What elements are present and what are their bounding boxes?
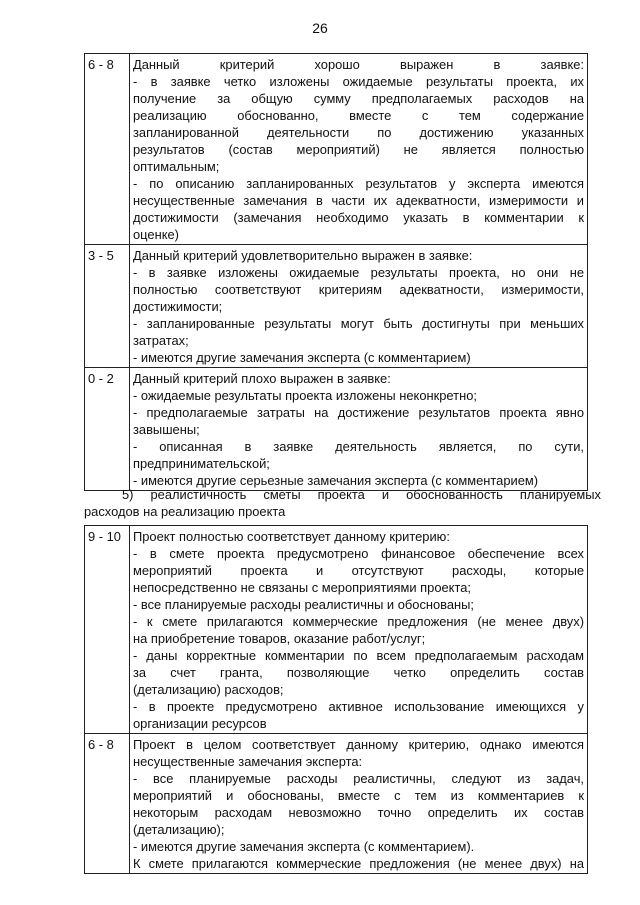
table-row bbox=[85, 54, 588, 245]
text-line: реализацию обоснованно, вместе с тем содержание bbox=[133, 108, 584, 123]
text-line: за счет гранта, позволяющие четко определить состав bbox=[133, 665, 584, 680]
text-line: (детализацию) расходов; bbox=[133, 682, 284, 697]
text-line: полностью соответствуют критериям адекватности, измеримости, bbox=[133, 282, 584, 297]
text-line: - все планируемые расходы реалистичны и обоснованы; bbox=[133, 597, 475, 612]
text-line: Проект полностью соответствует данному критерию: bbox=[133, 529, 450, 544]
description-cell bbox=[130, 54, 588, 245]
text-line: Данный критерий хорошо выражен в заявке: bbox=[133, 57, 584, 72]
section-heading-line: 5) реалистичность сметы проекта и обоснованность планируемых bbox=[122, 487, 601, 502]
criteria-table-results bbox=[84, 53, 588, 491]
description-cell bbox=[130, 368, 588, 491]
text-line: несущественные замечания в части их адекватности, измеримости и bbox=[133, 193, 584, 208]
text-line: Данный критерий плохо выражен в заявке: bbox=[133, 371, 391, 386]
text-line: Данный критерий удовлетворительно выражен в заявке: bbox=[133, 248, 473, 263]
text-line: - описанная в заявке деятельность является, по сути, bbox=[133, 439, 584, 454]
text-line: достижимости; bbox=[133, 299, 223, 314]
text-line: - по описанию запланированных результатов у эксперта имеются bbox=[133, 176, 584, 191]
section-heading-line: расходов на реализацию проекта bbox=[84, 504, 286, 519]
text-line: результатов (состав мероприятий) не является полностью bbox=[133, 142, 584, 157]
text-line: - в заявке четко изложены ожидаемые результаты проекта, их bbox=[133, 74, 584, 89]
text-line: непосредственно не связаны с мероприятиями проекта; bbox=[133, 580, 471, 595]
text-line: организации ресурсов bbox=[133, 716, 267, 731]
score-cell: 6 - 8 bbox=[85, 54, 130, 245]
text-line: достижимости (замечания необходимо указать в комментарии к bbox=[133, 210, 584, 225]
description-cell bbox=[130, 526, 588, 734]
text-line: - запланированные результаты могут быть достигнуты при меньших bbox=[133, 316, 584, 331]
table-row bbox=[85, 245, 588, 368]
text-line: на приобретение товаров, оказание работ/услуг; bbox=[133, 631, 426, 646]
text-line: некоторым расходам невозможно точно определить их состав bbox=[133, 805, 584, 820]
score-cell: 9 - 10 bbox=[85, 526, 130, 734]
score-cell: 3 - 5 bbox=[85, 245, 130, 368]
text-line: несущественные замечания эксперта: bbox=[133, 754, 363, 769]
text-line: - в проекте предусмотрено активное использование имеющихся у bbox=[133, 699, 584, 714]
text-line: запланированной деятельности по достижению указанных bbox=[133, 125, 584, 140]
page-number: 26 bbox=[312, 20, 328, 36]
text-line: - ожидаемые результаты проекта изложены неконкретно; bbox=[133, 388, 477, 403]
description-cell bbox=[130, 734, 588, 874]
text-line: оценке) bbox=[133, 227, 179, 242]
text-line: - предполагаемые затраты на достижение результатов проекта явно bbox=[133, 405, 584, 420]
text-line: Проект в целом соответствует данному критерию, однако имеются bbox=[133, 737, 584, 752]
text-line: - в смете проекта предусмотрено финансовое обеспечение всех bbox=[133, 546, 584, 561]
text-line: - все планируемые расходы реалистичны, следуют из задач, bbox=[133, 771, 584, 786]
text-line: получение за общую сумму предполагаемых расходов на bbox=[133, 91, 584, 106]
criteria-table-budget bbox=[84, 525, 588, 874]
text-line: предпринимательской; bbox=[133, 456, 270, 471]
text-line: - в заявке изложены ожидаемые результаты проекта, но они не bbox=[133, 265, 584, 280]
text-line: - имеются другие серьезные замечания эксперта (с комментарием) bbox=[133, 473, 539, 488]
section-heading bbox=[84, 486, 601, 520]
table-row bbox=[85, 734, 588, 874]
description-cell bbox=[130, 245, 588, 368]
text-line: мероприятий проекта и отсутствуют расходы, которые bbox=[133, 563, 584, 578]
text-line: затратах; bbox=[133, 333, 189, 348]
text-line: К смете прилагаются коммерческие предложения (не менее двух) на bbox=[133, 856, 584, 871]
score-cell: 0 - 2 bbox=[85, 368, 130, 491]
table-row bbox=[85, 368, 588, 491]
text-line: - к смете прилагаются коммерческие предложения (не менее двух) bbox=[133, 614, 584, 629]
text-line: - имеются другие замечания эксперта (с комментарием) bbox=[133, 350, 471, 365]
score-cell: 6 - 8 bbox=[85, 734, 130, 874]
text-line: мероприятий и обоснованы, вместе с тем из комментариев к bbox=[133, 788, 584, 803]
text-line: оптимальным; bbox=[133, 159, 220, 174]
text-line: - имеются другие замечания эксперта (с комментарием). bbox=[133, 839, 475, 854]
text-line: - даны корректные комментарии по всем предполагаемым расходам bbox=[133, 648, 584, 663]
text-line: завышены; bbox=[133, 422, 200, 437]
table-row bbox=[85, 526, 588, 734]
text-line: (детализацию); bbox=[133, 822, 225, 837]
